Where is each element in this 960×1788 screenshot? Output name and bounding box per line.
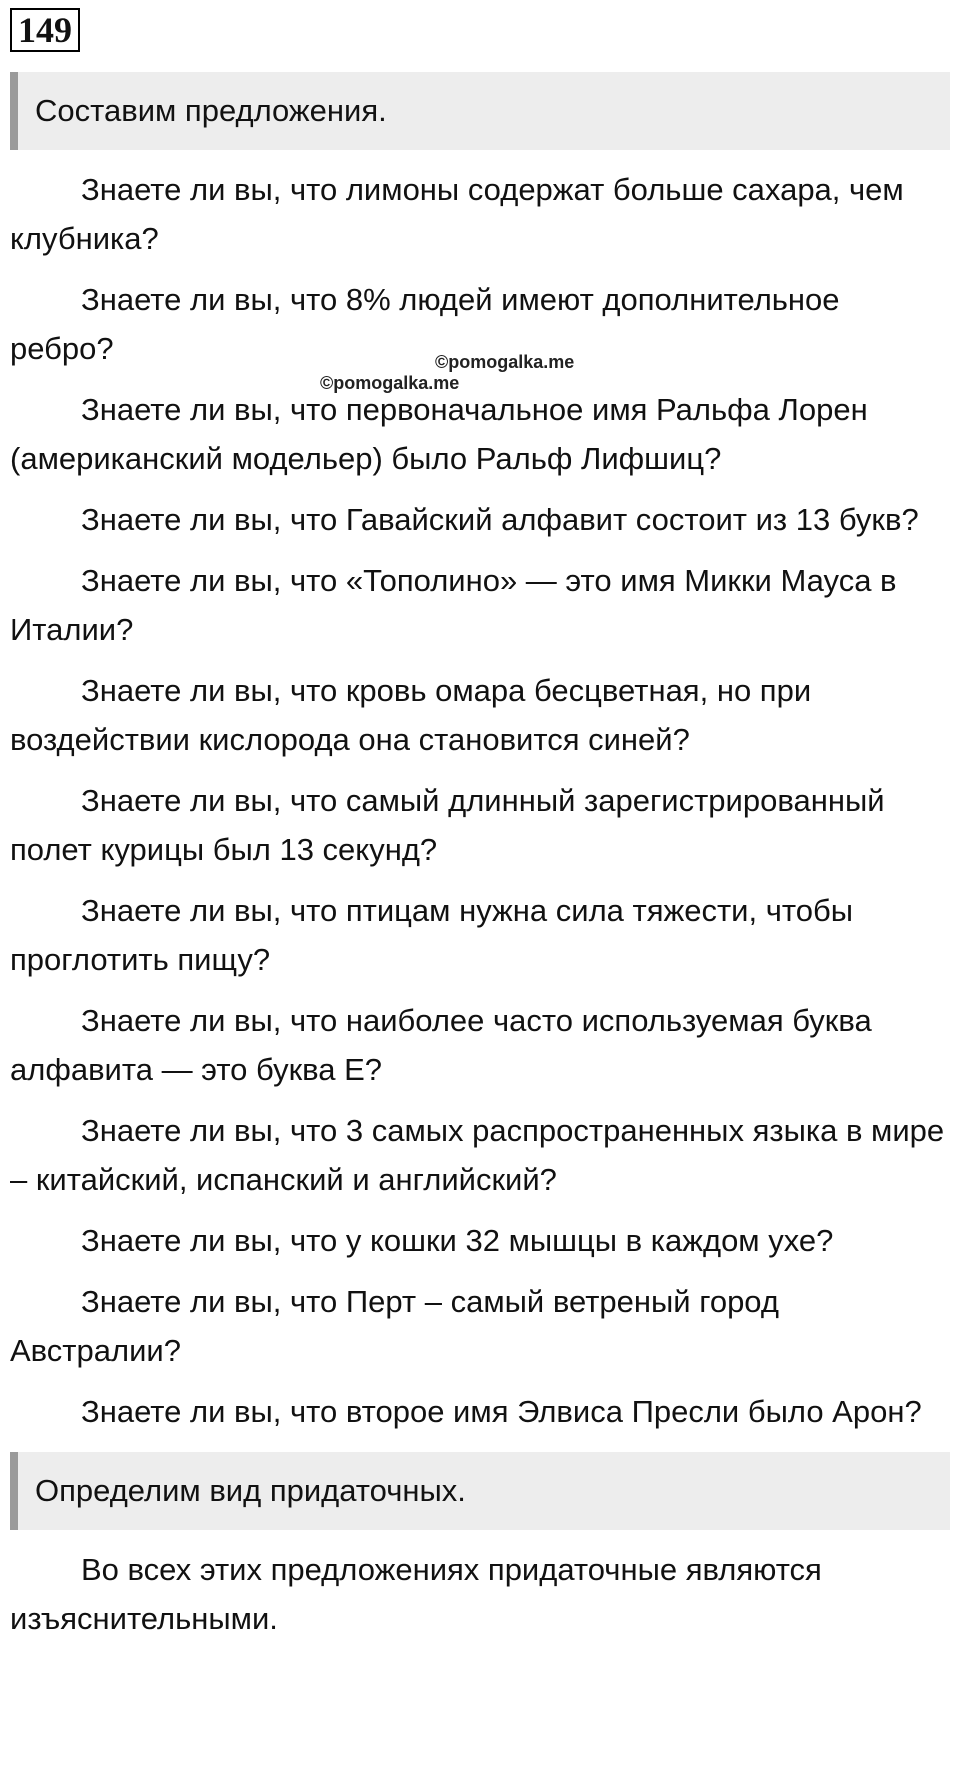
sentence-9: Знаете ли вы, что наиболее часто используемая буква алфавита — это буква Е? [10, 1003, 872, 1087]
task-number: 149 [10, 8, 80, 52]
conclusion-text: Во всех этих предложениях придаточные являются изъяснительными. [10, 1552, 822, 1636]
section-title: Определим вид придаточных. [35, 1473, 466, 1508]
watermark: ©pomogalka.me [320, 373, 460, 393]
sentence-4: Знаете ли вы, что Гавайский алфавит состоит из 13 букв? [81, 502, 919, 537]
sentence-6: Знаете ли вы, что кровь омара бесцветная, но при воздействии кислорода она становится синей? [10, 673, 812, 757]
watermark: ©pomogalka.me [435, 352, 575, 372]
sentence-8: Знаете ли вы, что птицам нужна сила тяжести, чтобы проглотить пищу? [10, 893, 853, 977]
sentence-7: Знаете ли вы, что самый длинный зарегистрированный полет курицы был 13 секунд? [10, 783, 885, 867]
document-page [10, 8, 950, 1643]
sentence-12: Знаете ли вы, что Перт – самый ветреный город Австралии? [10, 1284, 779, 1368]
section-title: Составим предложения. [35, 93, 387, 128]
sentence-5: Знаете ли вы, что «Тополино» — это имя Микки Мауса в Италии? [10, 563, 897, 647]
sentence-10: Знаете ли вы, что 3 самых распространенных языка в мире – китайский, испанский и английский? [10, 1113, 945, 1197]
section-header-compose [10, 72, 950, 150]
sentence-2: Знаете ли вы, что 8% людей имеют дополнительное ребро? [10, 282, 840, 366]
section-header-classify [10, 1452, 950, 1530]
sentence-11: Знаете ли вы, что у кошки 32 мышцы в каждом ухе? [81, 1223, 834, 1258]
sentence-1: Знаете ли вы, что лимоны содержат больше сахара, чем клубника? [10, 172, 904, 256]
sentence-13: Знаете ли вы, что второе имя Элвиса Пресли было Арон? [81, 1394, 922, 1429]
sentence-3: Знаете ли вы, что первоначальное имя Ральфа Лорен (американский модельер) было Ральф Лифшиц? [10, 392, 868, 476]
